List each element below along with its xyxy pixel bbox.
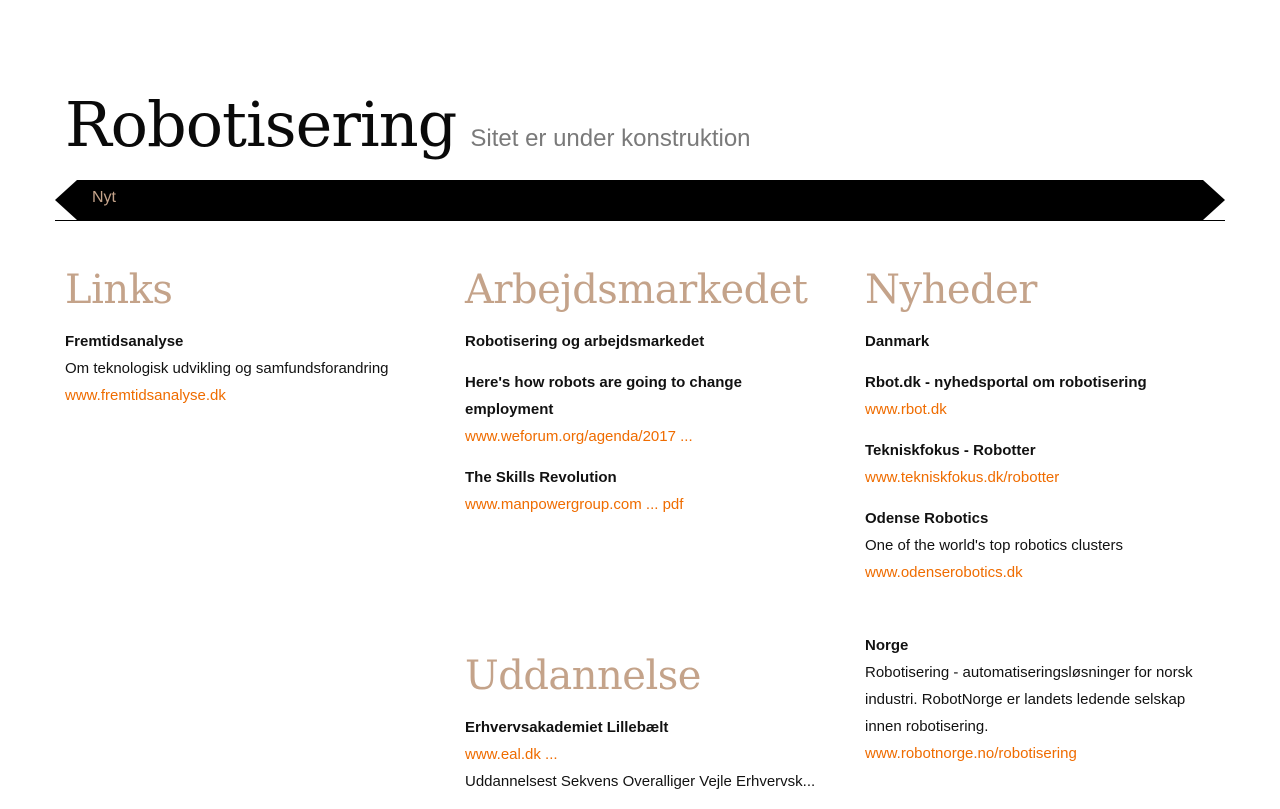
arbejdsmarkedet-heading: Arbejdsmarkedet [465,267,808,313]
main-nav [55,180,1225,221]
entry-desc: Om teknologisk udvikling og samfundsforandring [65,360,389,377]
list-item [465,328,825,355]
uddannelse-column [465,654,825,809]
site-tagline: Sitet er under konstruktion [470,125,751,152]
weforum-link[interactable]: www.weforum.org/agenda/2017 ... [465,428,693,445]
links-heading: Links [65,267,173,313]
list-item [865,632,1215,767]
entry-title: Rbot.dk - nyhedsportal om robotisering [865,374,1147,391]
section-title-norge: Norge [865,637,909,654]
links-column [65,268,425,423]
entry-desc: Robotisering - automatiseringsløsninger for norsk industri. RobotNorge er landets ledende selskap innen robotisering. [865,664,1193,735]
arbejdsmarkedet-column [465,268,825,532]
eal-link[interactable]: www.eal.dk ... [465,746,558,763]
fremtidsanalyse-link[interactable]: www.fremtidsanalyse.dk [65,387,226,404]
robotnorge-link[interactable]: www.robotnorge.no/robotisering [865,745,1077,762]
odenserobotics-link[interactable]: www.odenserobotics.dk [865,564,1023,581]
entry-title: Fremtidsanalyse [65,333,184,350]
section-title-danmark: Danmark [865,333,930,350]
list-item [865,369,1215,423]
list-item [865,437,1215,491]
entry-title: Odense Robotics [865,510,989,527]
uddannelse-heading: Uddannelse [465,653,701,699]
entry-title: Here's how robots are going to change employment [465,374,742,418]
list-item [465,464,825,518]
entry-desc: Uddannelsest Sekvens Overalliger Vejle Erhvervsk... [465,773,816,790]
tekniskfokus-link[interactable]: www.tekniskfokus.dk/robotter [865,469,1060,486]
nyheder-heading: Nyheder [865,267,1037,313]
entry-title: Erhvervsakademiet Lillebælt [465,719,669,736]
entry-title: Tekniskfokus - Robotter [865,442,1036,459]
list-item [465,714,825,795]
site-title[interactable]: Robotisering [65,88,457,161]
rbot-link[interactable]: www.rbot.dk [865,401,947,418]
entry-title: The Skills Revolution [465,469,617,486]
site-header [65,88,751,161]
nav-item-nyt[interactable]: Nyt [92,189,116,206]
nyheder-column [865,268,1215,781]
list-item [865,505,1215,586]
entry-title: Robotisering og arbejdsmarkedet [465,333,705,350]
entry-desc: One of the world's top robotics clusters [865,537,1123,554]
section-gap [865,600,1215,632]
list-item [865,328,1215,355]
list-item [465,369,825,450]
list-item [65,328,425,409]
manpowergroup-link[interactable]: www.manpowergroup.com ... pdf [465,496,684,513]
